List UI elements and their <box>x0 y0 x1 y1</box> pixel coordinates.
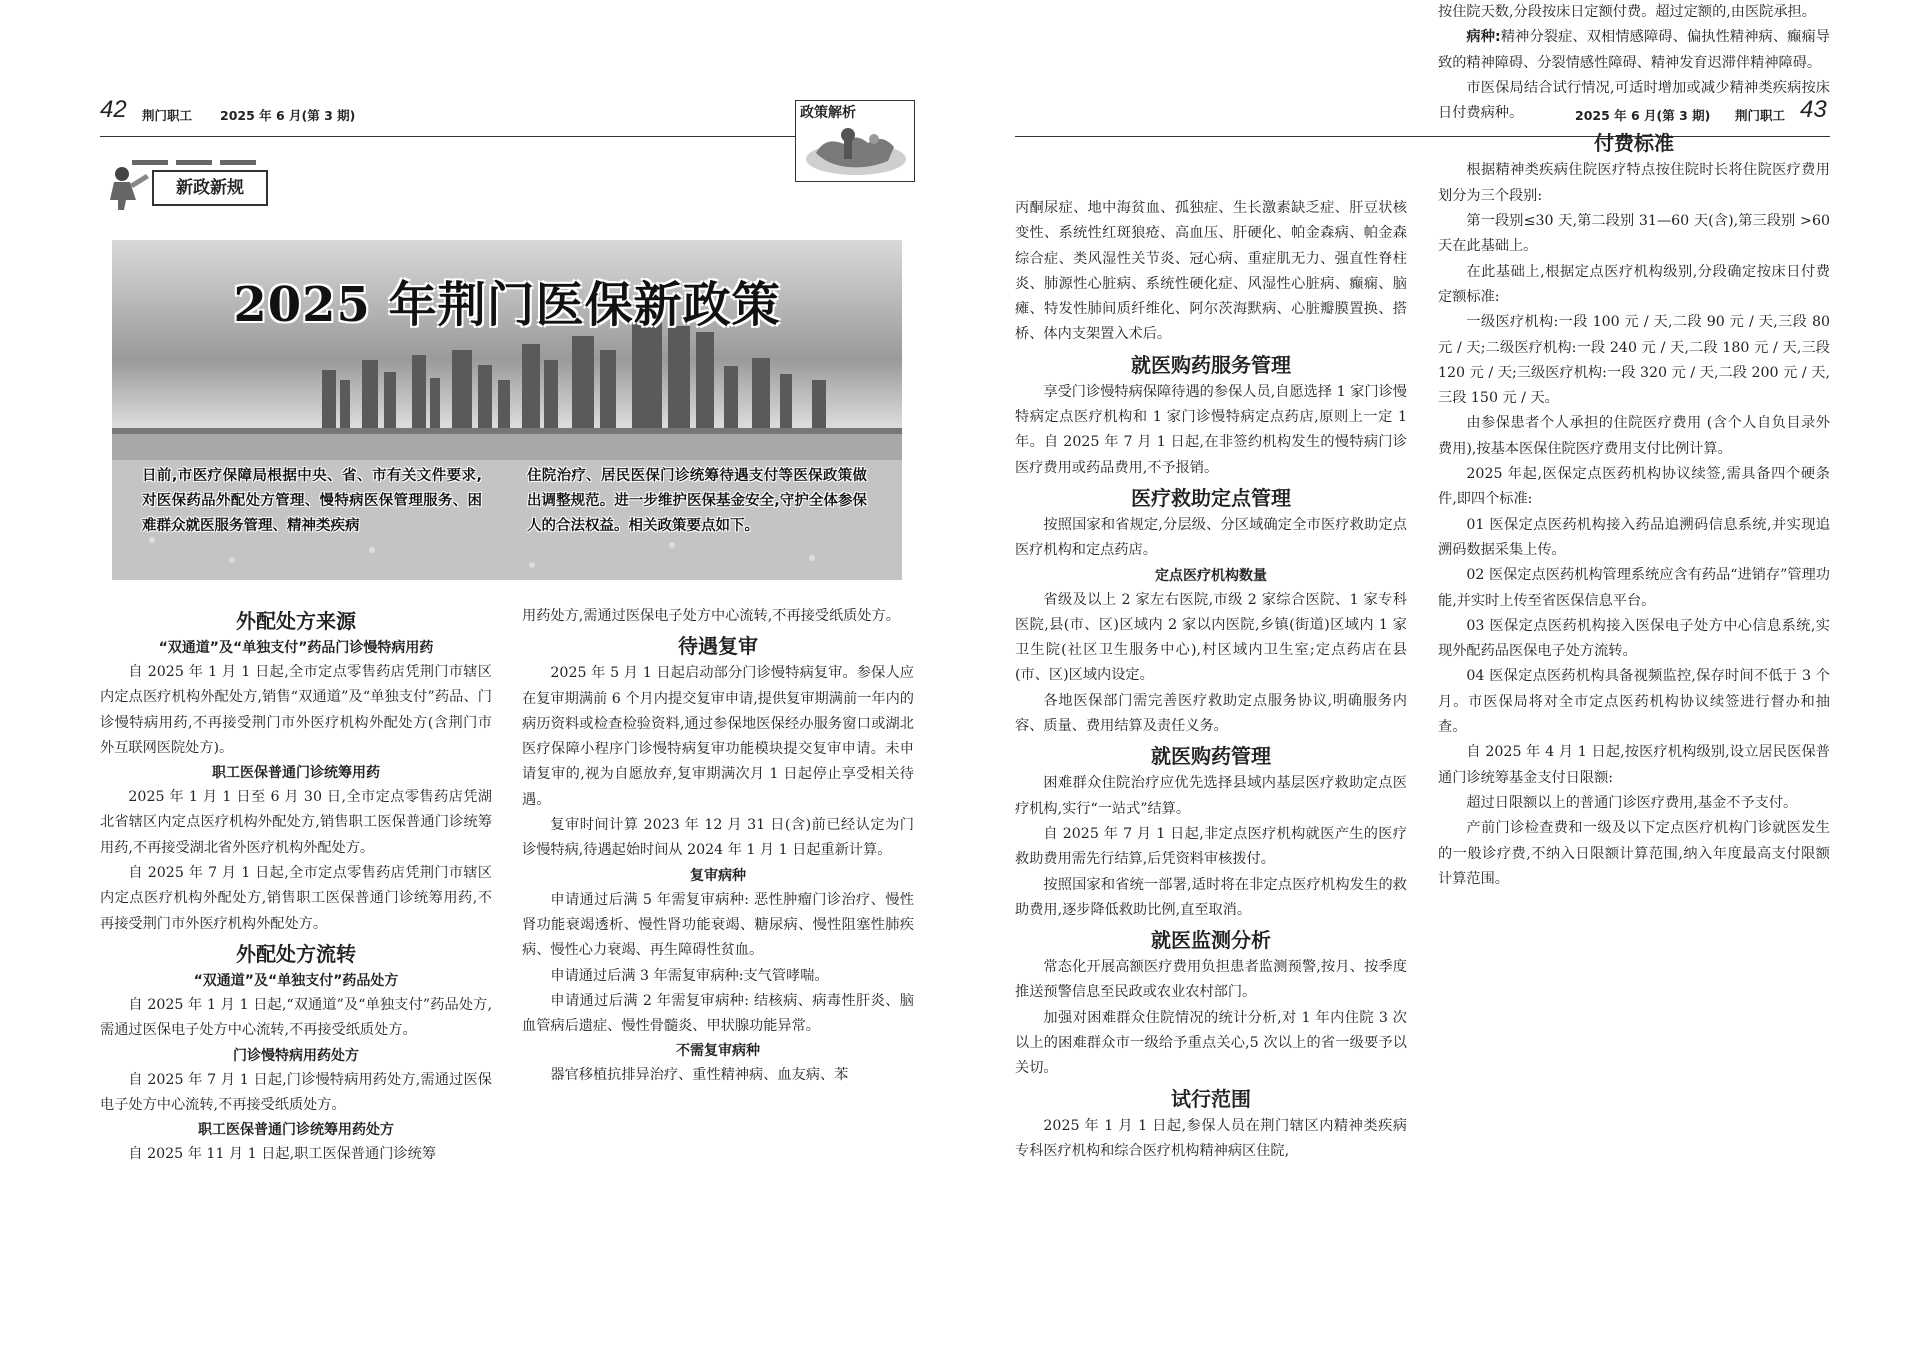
paragraph: 常态化开展高额医疗费用负担患者监测预警,按月、按季度推送预警信息至民政或农业农村部门。 <box>1015 959 1407 1001</box>
paragraph: 2025 年 1 月 1 日起,参保人员在荆门辖区内精神类疾病专科医疗机构和综合医疗机构精神病区住院, <box>1015 1117 1407 1159</box>
heading-purchase-management: 就医购药管理 <box>1151 744 1271 769</box>
subheading-dual-channel: “双通道”及“单独支付”药品门诊慢特病用药 <box>158 640 434 656</box>
hero-title: 2025 年荆门医保新政策 <box>233 277 781 333</box>
paragraph: 享受门诊慢特病保障待遇的参保人员,自愿选择 1 家门诊慢特病定点医疗机构和 1 家门诊慢特病定点药店,原则上一定 1 年。自 2025 年 7 月 1 日起,在非签约机构发生的慢特病门诊医疗费用或药品费用,不予报销。 <box>1015 383 1407 476</box>
paragraph: 丙酮尿症、地中海贫血、孤独症、生长激素缺乏症、肝豆状核变性、系统性红斑狼疮、高血压、肝硬化、帕金森病、帕金森综合症、类风湿性关节炎、冠心病、重症肌无力、强直性脊柱炎、肺源性心脏病、系统性硬化症、风湿性心脏病、癫痫、脑瘫、特发性肺间质纤维化、阿尔茨海默病、心脏瓣膜置换、搭桥、体内支架置入术后。 <box>1015 200 1407 343</box>
paragraph: 自 2025 年 1 月 1 日起,“双通道”及“单独支付”药品处方,需通过医保电子处方中心流转,不再接受纸质处方。 <box>100 996 492 1039</box>
paragraph: 困难群众住院治疗应优先选择县域内基层医疗救助定点医疗机构,实行“一站式”结算。 <box>1015 775 1407 817</box>
hero-banner <box>112 240 902 580</box>
paragraph: 加强对困难群众住院情况的统计分析,对 1 年内住院 3 次以上的困难群众市一级给予重点关心,5 次以上的省一级要予以关切。 <box>1015 1009 1407 1077</box>
hero-intro-right: 住院治疗、居民医保门诊统筹待遇支付等医保政策做出调整规范。进一步维护医保基金安全,守护全体参保人的合法权益。相关政策要点如下。 <box>527 468 867 534</box>
paragraph: 申请通过后满 3 年需复审病种:支气管哮喘。 <box>550 967 829 984</box>
left-issue: 2025 年 6 月(第 3 期) <box>220 108 356 123</box>
paragraph: 2025 年 5 月 1 日起启动部分门诊慢特病复审。参保人应在复审期满前 6 个月内提交复审申请,提供复审期满前一年内的病历资料或检查检验资料,通过参保地医保经办服务窗口或湖北医疗保障小程序门诊慢特病复审功能模块提交复审申请。未申请复审的,视为自愿放弃,复审期满次月 1 日起停止享受相关待遇。 <box>522 665 914 808</box>
left-header-rule <box>100 136 914 137</box>
disease-label: 病种: <box>1466 29 1501 46</box>
left-page-number: 42 <box>100 96 127 123</box>
new-policy-tag-label: 新政新规 <box>152 170 268 206</box>
heading-aid-designation: 医疗救助定点管理 <box>1131 485 1291 510</box>
paragraph: 按住院天数,分段按床日定额付费。超过定额的,由医院承担。 <box>1438 4 1816 20</box>
right-publication: 荆门职工 <box>1735 108 1786 123</box>
heading-benefit-review: 待遇复审 <box>678 634 758 659</box>
paragraph: 产前门诊检查费和一级及以下定点医疗机构门诊就医发生的一般诊疗费,不纳入日限额计算范围,纳入年度最高支付限额计算范围。 <box>1438 820 1830 887</box>
condition-item: 02 医保定点医药机构管理系统应含有药品“进销存”管理功能,并实时上传至省医保信息平台。 <box>1438 567 1830 609</box>
heading-prescription-source: 外配处方来源 <box>236 609 356 633</box>
policy-analysis-label: 政策解析 <box>800 105 856 121</box>
paragraph: 2025 年起,医保定点医药机构协议续签,需具备四个硬条件,即四个标准: <box>1438 466 1830 508</box>
heading-trial-scope: 试行范围 <box>1171 1086 1251 1111</box>
paragraph: 申请通过后满 5 年需复审病种: 恶性肿瘤门诊治疗、慢性肾功能衰竭透析、慢性肾功能衰竭、糖尿病、慢性阻塞性肺疾病、慢性心力衰竭、再生障碍性贫血。 <box>522 891 914 959</box>
paragraph: 用药处方,需通过医保电子处方中心流转,不再接受纸质处方。 <box>522 608 900 624</box>
paragraph: 省级及以上 2 家左右医院,市级 2 家综合医院、1 家专科医院,县(市、区)区域内 2 家以内医院,乡镇(街道)区域内 1 家卫生院(社区卫生服务中心),村区域内卫生室;定点药店在县(市、区)区域内设定。 <box>1015 591 1407 684</box>
paragraph: 一级医疗机构:一段 100 元 / 天,二段 90 元 / 天,三段 80 元 / 天;二级医疗机构:一段 240 元 / 天,二段 180 元 / 天,三段 120 元 / 天;三级医疗机构:一段 320 元 / 天,二段 200 元 / 天,三段 150 元 / 天。 <box>1438 314 1830 407</box>
subheading-chronic-prescription: 门诊慢特病用药处方 <box>233 1047 359 1064</box>
paragraph: 各地医保部门需完善医疗救助定点服务协议,明确服务内容、质量、费用结算及责任义务。 <box>1015 692 1407 735</box>
subheading-no-review: 不需复审病种 <box>676 1043 760 1060</box>
paragraph: 器官移植抗排异治疗、重性精神病、血友病、苯 <box>550 1067 849 1084</box>
paragraph: 自 2025 年 7 月 1 日起,门诊慢特病用药处方,需通过医保电子处方中心流转,不再接受纸质处方。 <box>100 1071 492 1113</box>
paragraph: 第一段别≤30 天,第二段别 31—60 天(含),第三段别 >60 天在此基础上。 <box>1438 213 1830 255</box>
condition-item: 01 医保定点医药机构接入药品追溯码信息系统,并实现追溯码数据采集上传。 <box>1438 516 1830 558</box>
paragraph: 复审时间计算 2023 年 12 月 31 日(含)前已经认定为门诊慢特病,待遇起始时间从 2024 年 1 月 1 日起重新计算。 <box>522 817 914 859</box>
tag-decoration <box>132 160 302 168</box>
left-publication: 荆门职工 <box>142 108 193 123</box>
paragraph: 根据精神类疾病住院医疗特点按住院时长将住院医疗费用划分为三个段别: <box>1438 162 1830 204</box>
paragraph: 自 2025 年 4 月 1 日起,按医疗机构级别,设立居民医保普通门诊统筹基金支付日限额: <box>1438 744 1830 786</box>
condition-item: 03 医保定点医药机构接入医保电子处方中心信息系统,实现外配药品医保电子处方流转。 <box>1438 617 1830 660</box>
paragraph: 按照国家和省规定,分层级、分区域确定全市医疗救助定点医疗机构和定点药店。 <box>1015 516 1407 559</box>
column-4 <box>1438 0 1830 892</box>
right-page-number: 43 <box>1800 96 1827 123</box>
subheading-employee-drugs: 职工医保普通门诊统筹用药 <box>212 765 380 782</box>
paragraph: 自 2025 年 1 月 1 日起,全市定点零售药店凭荆门市辖区内定点医疗机构外配处方,销售“双通道”及“单独支付”药品、门诊慢特病用药,不再接受荆门市外医疗机构外配处方(含荆门市外互联网医院处方)。 <box>100 664 492 756</box>
new-policy-tag <box>100 160 270 212</box>
paragraph: 2025 年 1 月 1 日至 6 月 30 日,全市定点零售药店凭湖北省辖区内定点医疗机构外配处方,销售职工医保普通门诊统筹用药,不再接受湖北省外医疗机构外配处方。 <box>100 789 492 856</box>
policy-analysis-box <box>795 100 915 182</box>
column-3 <box>1015 196 1407 1164</box>
heading-prescription-flow: 外配处方流转 <box>236 941 356 966</box>
paragraph: 自 2025 年 11 月 1 日起,职工医保普通门诊统筹 <box>128 1146 436 1163</box>
hero-intro-left: 日前,市医疗保障局根据中央、省、市有关文件要求,对医保药品外配处方管理、慢特病医保管理服务、困难群众就医服务管理、精神类疾病 <box>142 468 482 534</box>
column-1 <box>100 604 492 1167</box>
paragraph: 申请通过后满 2 年需复审病种: 结核病、病毒性肝炎、脑血管病后遗症、慢性骨髓炎、甲状腺功能异常。 <box>522 992 914 1035</box>
paragraph: 市医保局结合试行情况,可适时增加或减少精神类疾病按床日付费病种。 <box>1438 79 1830 122</box>
paragraph: 在此基础上,根据定点医疗机构级别,分段确定按床日付费定额标准: <box>1438 263 1830 305</box>
right-issue: 2025 年 6 月(第 3 期) <box>1575 108 1711 123</box>
subheading-employee-prescription: 职工医保普通门诊统筹用药处方 <box>198 1122 394 1139</box>
paragraph: 由参保患者个人承担的住院医疗费用 (含个人自负目录外费用),按基本医保住院医疗费用支付比例计算。 <box>1438 415 1830 457</box>
subheading-dual-channel-prescription: “双通道”及“单独支付”药品处方 <box>193 972 399 989</box>
heading-service-management: 就医购药服务管理 <box>1131 352 1291 377</box>
paragraph-disease <box>1438 25 1830 76</box>
puzzle-illustration <box>796 101 914 181</box>
paragraph: 按照国家和省统一部署,适时将在非定点医疗机构发生的救助费用,逐步降低救助比例,直至取消。 <box>1015 876 1407 918</box>
condition-item: 04 医保定点医药机构具备视频监控,保存时间不低于 3 个月。市医保局将对全市定点医药机构协议续签进行督办和抽查。 <box>1438 668 1830 736</box>
paragraph: 自 2025 年 7 月 1 日起,全市定点零售药店凭荆门市辖区内定点医疗机构外配处方,销售职工医保普通门诊统筹用药,不再接受荆门市外医疗机构外配处方。 <box>100 865 492 932</box>
disease-list: 精神分裂症、双相情感障碍、偏执性精神病、癫痫导致的精神障碍、分裂情感性障碍、精神发育迟滞伴精神障碍。 <box>1438 29 1830 71</box>
heading-monitoring: 就医监测分析 <box>1151 928 1271 953</box>
subheading-institution-count: 定点医疗机构数量 <box>1155 567 1267 584</box>
paragraph: 自 2025 年 7 月 1 日起,非定点医疗机构就医产生的医疗救助费用需先行结算,后凭资料审核拨付。 <box>1015 825 1407 868</box>
paragraph: 超过日限额以上的普通门诊医疗费用,基金不予支付。 <box>1466 794 1798 811</box>
subheading-review-diseases: 复审病种 <box>690 867 746 884</box>
column-2 <box>522 604 914 1089</box>
heading-payment-standard: 付费标准 <box>1594 131 1674 156</box>
